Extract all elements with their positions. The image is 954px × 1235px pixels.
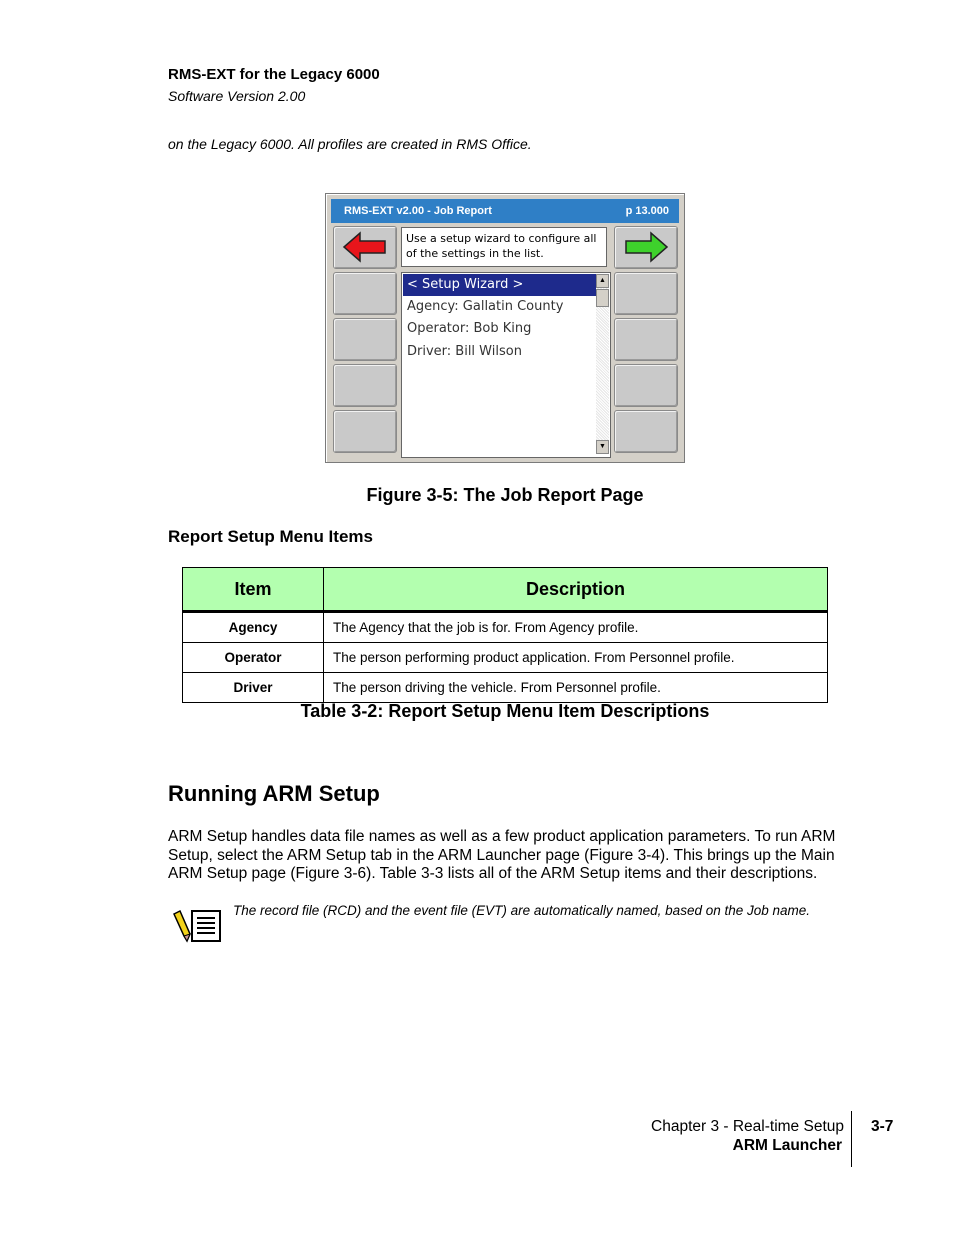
footer-divider xyxy=(851,1111,852,1167)
red-left-arrow-icon xyxy=(342,231,388,263)
right-soft-key-2[interactable] xyxy=(614,318,678,361)
right-soft-key-1[interactable] xyxy=(614,272,678,315)
running-header-subtitle: Software Version 2.00 xyxy=(168,88,306,104)
intro-text: on the Legacy 6000. All profiles are created in RMS Office. xyxy=(168,136,532,152)
device-page-number: p 13.000 xyxy=(625,205,669,217)
column-header-description: Description xyxy=(324,568,828,612)
help-text-line: Use a setup wizard to configure all xyxy=(406,232,597,245)
item-cell: Driver xyxy=(183,673,324,703)
footer-section: ARM Launcher xyxy=(732,1137,842,1154)
scroll-up-button[interactable]: ▲ xyxy=(596,274,609,288)
description-cell: The person performing product application. From Personnel profile. xyxy=(324,643,828,673)
section-title: Running ARM Setup xyxy=(168,781,380,806)
note-text: The record file (RCD) and the event file (EVT) are automatically named, based on the Job name. xyxy=(233,903,811,918)
footer-chapter: Chapter 3 - Real-time Setup xyxy=(651,1118,844,1135)
item-cell: Operator xyxy=(183,643,324,673)
job-report-screenshot xyxy=(325,193,685,463)
running-header-title: RMS-EXT for the Legacy 6000 xyxy=(168,66,380,83)
table-row xyxy=(183,643,828,673)
help-text-line: of the settings in the list. xyxy=(406,247,544,260)
device-title-bar xyxy=(331,199,679,223)
scroll-thumb[interactable] xyxy=(596,289,609,307)
table-row xyxy=(183,673,828,703)
list-scrollbar[interactable] xyxy=(596,274,609,454)
list-item-setup-wizard[interactable]: < Setup Wizard > xyxy=(403,274,596,296)
table-header-row xyxy=(183,568,828,612)
settings-list[interactable] xyxy=(401,272,611,458)
figure-caption: Figure 3-5: The Job Report Page xyxy=(366,485,644,505)
list-item-operator[interactable]: Operator: Bob King xyxy=(407,321,532,336)
note-pencil-icon xyxy=(170,908,224,949)
section-heading: Report Setup Menu Items xyxy=(168,527,373,546)
left-soft-key-4[interactable] xyxy=(333,410,397,453)
right-soft-key-3[interactable] xyxy=(614,364,678,407)
device-title: RMS-EXT v2.00 - Job Report xyxy=(344,205,492,217)
list-item-driver[interactable]: Driver: Bill Wilson xyxy=(407,344,522,359)
left-soft-key-2[interactable] xyxy=(333,318,397,361)
table-row xyxy=(183,612,828,643)
list-item-agency[interactable]: Agency: Gallatin County xyxy=(407,299,564,314)
forward-button[interactable] xyxy=(614,226,678,269)
scroll-down-button[interactable]: ▼ xyxy=(596,440,609,454)
right-soft-key-4[interactable] xyxy=(614,410,678,453)
help-text-box xyxy=(401,227,607,267)
left-soft-key-1[interactable] xyxy=(333,272,397,315)
description-cell: The person driving the vehicle. From Personnel profile. xyxy=(324,673,828,703)
left-soft-key-3[interactable] xyxy=(333,364,397,407)
menu-items-table xyxy=(182,567,828,703)
green-right-arrow-icon xyxy=(623,231,669,263)
body-paragraph: ARM Setup handles data file names as well as a few product application parameters. To run ARM Setup, select the ARM Setup tab in the ARM Launcher page (Figure 3-4). This brings up the Main ARM Setup page (Figure 3-6). Table 3-3 lists all of the ARM Setup items and their descriptions. xyxy=(168,828,836,882)
item-cell: Agency xyxy=(183,612,324,643)
column-header-item: Item xyxy=(183,568,324,612)
back-button[interactable] xyxy=(333,226,397,269)
description-cell: The Agency that the job is for. From Agency profile. xyxy=(324,612,828,643)
footer-page-number: 3-7 xyxy=(871,1118,894,1135)
table-caption: Table 3-2: Report Setup Menu Item Descriptions xyxy=(300,701,710,721)
